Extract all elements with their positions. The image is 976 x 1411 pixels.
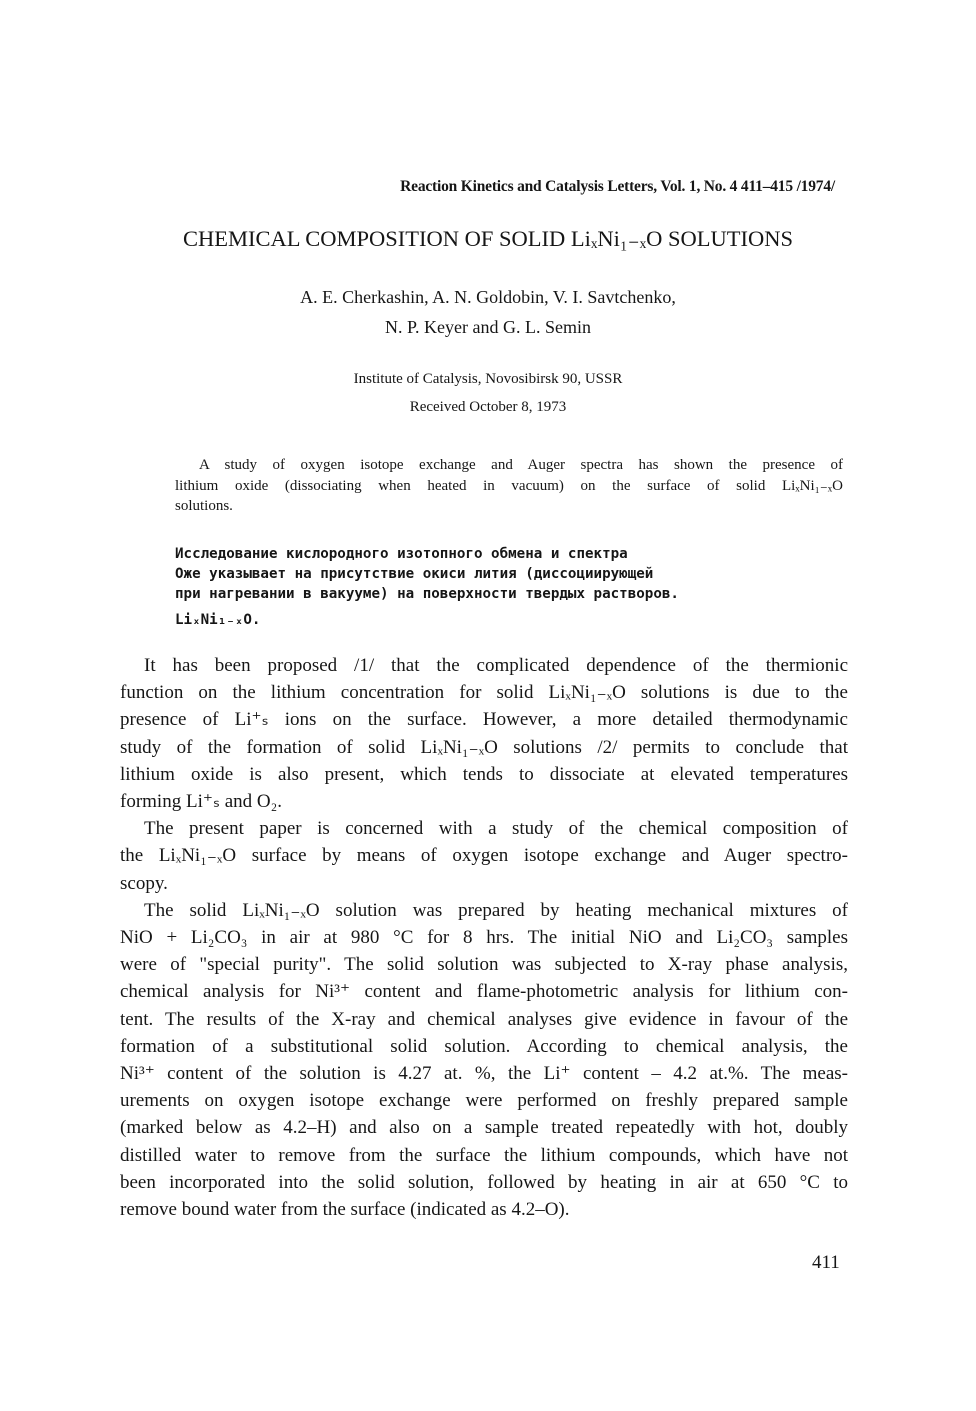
paragraph-line: tent. The results of the X-ray and chemical analyses give evidence in favour of the [120,1008,848,1030]
russian-abstract-line: при нагревании в вакууме) на поверхности твердых растворов. [175,586,679,602]
journal-citation: Reaction Kinetics and Catalysis Letters, Vol. 1, No. 4 411–415 /1974/ [400,178,835,195]
paragraph-line: distilled water to remove from the surface the lithium compounds, which have not [120,1144,848,1166]
paragraph-line: Ni³⁺ content of the solution is 4.27 at. %, the Li⁺ content – 4.2 at.%. The meas- [120,1063,848,1085]
russian-abstract-line: Исследование кислородного изотопного обмена и спектра [175,546,628,562]
paragraph-line: The solid LiₓNi₁₋ₓO solution was prepared by heating mechanical mixtures of [144,899,848,921]
paragraph-line: the LiₓNi₁₋ₓO surface by means of oxygen isotope exchange and Auger spectro- [120,845,848,867]
paper-title: CHEMICAL COMPOSITION OF SOLID LiₓNi₁₋ₓO SOLUTIONS [182,226,794,251]
affiliation: Institute of Catalysis, Novosibirsk 90, USSR [353,371,623,387]
body-text [120,652,848,1223]
paragraph-line: remove bound water from the surface (indicated as 4.2–O). [120,1199,570,1221]
paragraph-line: (marked below as 4.2–H) and also on a sample treated repeatedly with hot, doubly [120,1117,848,1139]
paragraph-line: study of the formation of solid LiₓNi₁₋ₓO solutions /2/ permits to conclude that [120,736,848,758]
paragraph [120,897,848,1223]
abstract-english [175,455,843,517]
paragraph-line: lithium oxide is also present, which tends to dissociate at elevated temperatures [120,763,848,785]
paragraph-line: were of "special purity". The solid solution was subjected to X-ray phase analysis, [120,954,848,976]
authors-line-1: A. E. Cherkashin, A. N. Goldobin, V. I. Savtchenko, [300,287,676,307]
paragraph [120,815,848,897]
russian-abstract-line: Оже указывает на присутствие окиси лития (диссоциирующей [175,566,654,582]
paragraph-line: function on the lithium concentration for solid LiₓNi₁₋ₓO solutions is due to the [120,682,848,704]
abstract-russian [175,544,855,630]
abstract-line: solutions. [175,498,233,514]
paragraph-line: chemical analysis for Ni³⁺ content and flame-photometric analysis for lithium con- [120,981,848,1003]
paragraph-line: It has been proposed /1/ that the complicated dependence of the thermionic [144,655,848,676]
paragraph-line: scopy. [120,872,168,894]
abstract-line: lithium oxide (dissociating when heated in vacuum) on the surface of solid LiₓNi₁₋ₓO [175,477,843,494]
authors-line-2: N. P. Keyer and G. L. Semin [385,317,591,337]
abstract-line: A study of oxygen isotope exchange and Auger spectra has shown the presence of [199,457,843,473]
russian-abstract-line: LiₓNi₁₋ₓO. [175,612,261,628]
paragraph-line: formation of a substitutional solid solution. According to chemical analysis, the [120,1035,848,1057]
paragraph [120,652,848,815]
paragraph-line: urements on oxygen isotope exchange were performed on freshly prepared sample [120,1090,848,1112]
page-number: 411 [812,1252,840,1273]
paragraph-line: The present paper is concerned with a study of the chemical composition of [144,818,848,840]
received-date: Received October 8, 1973 [409,399,567,415]
paragraph-line: presence of Li⁺ₛ ions on the surface. However, a more detailed thermodynamic [120,709,848,731]
paragraph-line: forming Li⁺ₛ and O₂. [120,791,282,813]
paragraph-line: been incorporated into the solid solution, followed by heating in air at 650 °C to [120,1171,848,1193]
paragraph-line: NiO + Li₂CO₃ in air at 980 °C for 8 hrs. The initial NiO and Li₂CO₃ samples [120,927,848,949]
